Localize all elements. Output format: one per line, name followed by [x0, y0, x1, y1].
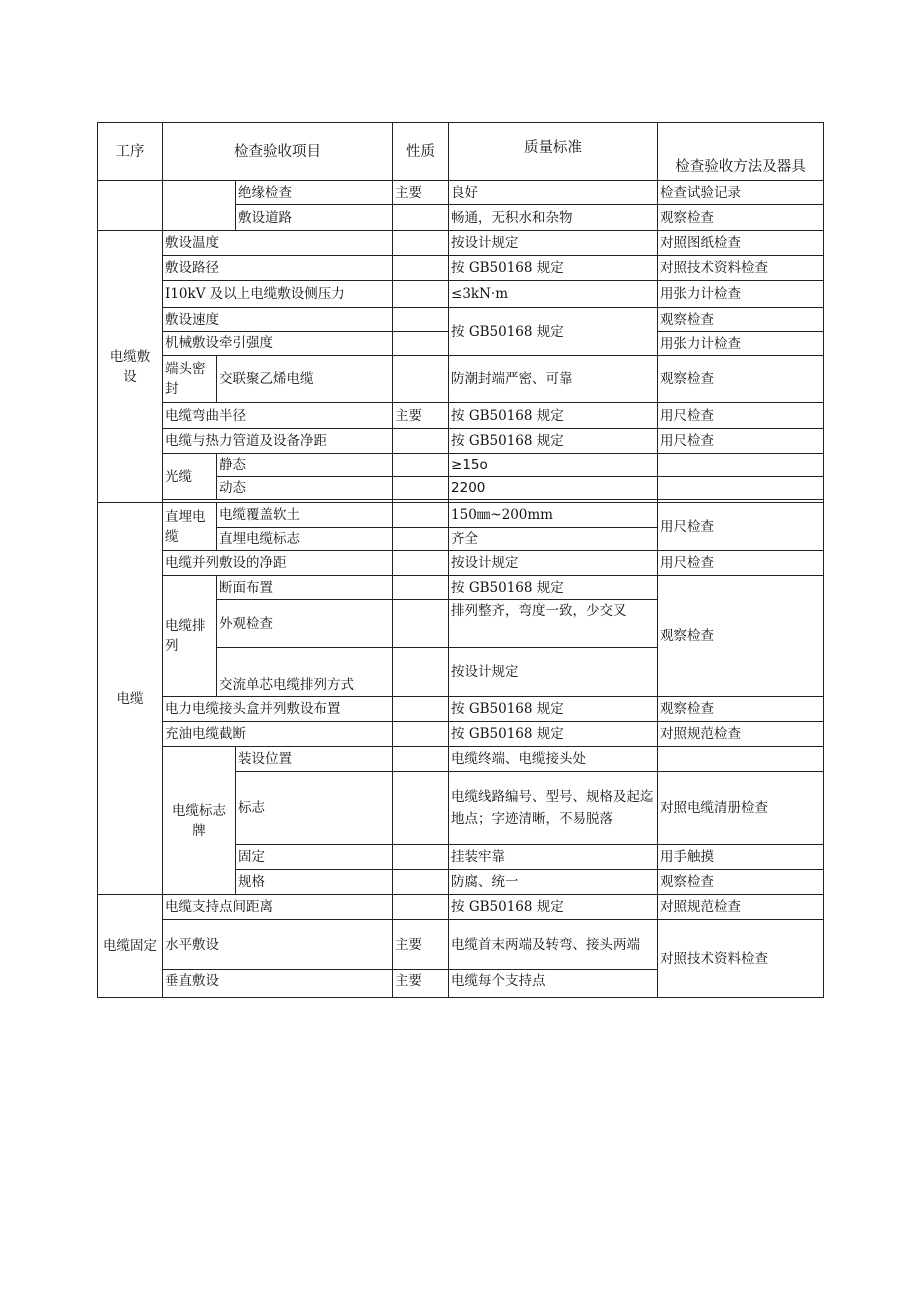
method-cell: 对照规范检查 — [658, 722, 824, 747]
process-cell: 电缆 — [98, 503, 163, 895]
nature-cell — [393, 528, 449, 551]
item-cell: 断面布置 — [217, 576, 393, 600]
table-row — [98, 181, 824, 205]
standard-cell: 电缆终端、电缆接头处 — [449, 747, 658, 772]
item-cell: 电缆并列敷设的净距 — [163, 551, 393, 576]
standard-cell: 电缆每个支持点 — [449, 970, 658, 998]
nature-cell — [393, 205, 449, 231]
item-cell: 装设位置 — [236, 747, 393, 772]
table-row — [98, 747, 824, 772]
nature-cell — [393, 281, 449, 308]
item-group-cell: 直埋电缆 — [163, 503, 217, 551]
method-cell: 用张力计检查 — [658, 332, 824, 356]
nature-cell — [393, 772, 449, 845]
nature-cell: 主要 — [393, 181, 449, 205]
table-row — [98, 576, 824, 600]
nature-cell — [393, 477, 449, 500]
nature-cell: 主要 — [393, 920, 449, 970]
method-cell: 观察检查 — [658, 697, 824, 722]
item-cell: 动态 — [217, 477, 393, 500]
method-cell: 对照图纸检查 — [658, 231, 824, 256]
standard-cell: ≥15o — [449, 454, 658, 477]
standard-cell: 150㎜~200mm — [449, 503, 658, 528]
method-cell: 用尺检查 — [658, 403, 824, 429]
header-nature: 性质 — [393, 123, 449, 181]
table-row — [98, 308, 824, 332]
standard-cell: 按 GB50168 规定 — [449, 403, 658, 429]
item-cell: 交流单芯电缆排列方式 — [217, 648, 393, 697]
nature-cell — [393, 503, 449, 528]
item-cell: 敷设道路 — [236, 205, 393, 231]
item-cell: 标志 — [236, 772, 393, 845]
table-row — [98, 429, 824, 454]
table-row — [98, 895, 824, 920]
standard-cell: 按 GB50168 规定 — [449, 722, 658, 747]
method-cell: 对照规范检查 — [658, 895, 824, 920]
nature-cell — [393, 600, 449, 648]
standard-cell: 按设计规定 — [449, 551, 658, 576]
table-row — [98, 256, 824, 281]
standard-cell: 按设计规定 — [449, 648, 658, 697]
standard-cell: 按 GB50168 规定 — [449, 697, 658, 722]
method-cell — [658, 747, 824, 772]
standard-cell: 畅通，无积水和杂物 — [449, 205, 658, 231]
item-cell: 垂直敷设 — [163, 970, 393, 998]
method-cell: 用尺检查 — [658, 551, 824, 576]
method-cell: 检查试验记录 — [658, 181, 824, 205]
method-cell: 用手触摸 — [658, 845, 824, 870]
method-cell: 对照技术资料检查 — [658, 256, 824, 281]
method-cell — [658, 477, 824, 500]
process-cell: 电缆敷设 — [98, 231, 163, 503]
item-cell: 电缆与热力管道及设备净距 — [163, 429, 393, 454]
table-row — [98, 356, 824, 403]
method-cell: 用张力计检查 — [658, 281, 824, 308]
standard-cell: 按 GB50168 规定 — [449, 256, 658, 281]
nature-cell — [393, 231, 449, 256]
standard-cell: 挂装牢靠 — [449, 845, 658, 870]
table-row — [98, 697, 824, 722]
header-process: 工序 — [98, 123, 163, 181]
nature-cell — [393, 429, 449, 454]
nature-cell — [393, 576, 449, 600]
standard-cell: 防腐、统一 — [449, 870, 658, 895]
method-cell: 用尺检查 — [658, 503, 824, 551]
method-cell: 对照技术资料检查 — [658, 920, 824, 998]
nature-cell — [393, 722, 449, 747]
item-cell: 敷设路径 — [163, 256, 393, 281]
table-row — [98, 551, 824, 576]
item-cell: 电缆弯曲半径 — [163, 403, 393, 429]
nature-cell — [393, 845, 449, 870]
header-standard: 质量标准 — [449, 123, 658, 181]
standard-cell: 防潮封端严密、可靠 — [449, 356, 658, 403]
table-row — [98, 231, 824, 256]
standard-cell: 排列整齐，弯度一致，少交叉 — [449, 600, 658, 648]
item-cell: 交联聚乙烯电缆 — [217, 356, 393, 403]
item-cell: 电缆支持点间距离 — [163, 895, 393, 920]
item-cell: 敷设温度 — [163, 231, 393, 256]
nature-cell — [393, 308, 449, 332]
item-cell: 外观检查 — [217, 600, 393, 648]
standard-cell: 电缆线路编号、型号、规格及起迄地点；字迹清晰，不易脱落 — [449, 772, 658, 845]
table-row — [98, 920, 824, 970]
nature-cell — [393, 551, 449, 576]
item-cell: 充油电缆截断 — [163, 722, 393, 747]
item-cell: 水平敷设 — [163, 920, 393, 970]
table-row — [98, 722, 824, 747]
standard-cell: 电缆首末两端及转弯、接头两端 — [449, 920, 658, 970]
standard-cell: 良好 — [449, 181, 658, 205]
nature-cell — [393, 747, 449, 772]
standard-cell: ≤3kN·m — [449, 281, 658, 308]
nature-cell: 主要 — [393, 403, 449, 429]
nature-cell — [393, 454, 449, 477]
method-cell: 观察检查 — [658, 870, 824, 895]
method-cell: 观察检查 — [658, 576, 824, 697]
nature-cell — [393, 356, 449, 403]
standard-cell: 按 GB50168 规定 — [449, 576, 658, 600]
nature-cell — [393, 870, 449, 895]
standard-cell: 按 GB50168 规定 — [449, 308, 658, 356]
item-cell: 静态 — [217, 454, 393, 477]
item-cell: 敷设速度 — [163, 308, 393, 332]
standard-cell: 按 GB50168 规定 — [449, 429, 658, 454]
nature-cell — [393, 256, 449, 281]
nature-cell — [393, 648, 449, 697]
nature-cell — [393, 895, 449, 920]
header-method: 检查验收方法及器具 — [658, 123, 824, 181]
method-cell: 用尺检查 — [658, 429, 824, 454]
item-cell: I10kV 及以上电缆敷设侧压力 — [163, 281, 393, 308]
item-cell: 电缆覆盖软土 — [217, 503, 393, 528]
process-cell-empty — [98, 181, 163, 231]
standard-cell: 按 GB50168 规定 — [449, 895, 658, 920]
process-cell: 电缆固定 — [98, 895, 163, 998]
method-cell: 观察检查 — [658, 356, 824, 403]
nature-cell — [393, 332, 449, 356]
table-row — [98, 454, 824, 477]
item-cell: 直埋电缆标志 — [217, 528, 393, 551]
method-cell: 观察检查 — [658, 308, 824, 332]
standard-cell: 按设计规定 — [449, 231, 658, 256]
header-row — [98, 123, 824, 181]
standard-cell: 2200 — [449, 477, 658, 500]
method-cell — [658, 454, 824, 477]
item-cell: 固定 — [236, 845, 393, 870]
table-row — [98, 403, 824, 429]
table-row — [98, 503, 824, 528]
table-row — [98, 281, 824, 308]
nature-cell — [393, 697, 449, 722]
item-group-cell: 电缆排列 — [163, 576, 217, 697]
item-cell-empty — [163, 181, 236, 231]
item-cell: 绝缘检查 — [236, 181, 393, 205]
item-group-cell: 电缆标志牌 — [163, 747, 236, 895]
item-group-cell: 端头密封 — [163, 356, 217, 403]
item-cell: 机械敷设牵引强度 — [163, 332, 393, 356]
inspection-table — [97, 122, 824, 998]
standard-cell: 齐全 — [449, 528, 658, 551]
item-group-cell: 光缆 — [163, 454, 217, 500]
method-cell: 对照电缆清册检查 — [658, 772, 824, 845]
nature-cell: 主要 — [393, 970, 449, 998]
header-item: 检查验收项目 — [163, 123, 393, 181]
method-cell: 观察检查 — [658, 205, 824, 231]
item-cell: 规格 — [236, 870, 393, 895]
item-cell: 电力电缆接头盒并列敷设布置 — [163, 697, 393, 722]
